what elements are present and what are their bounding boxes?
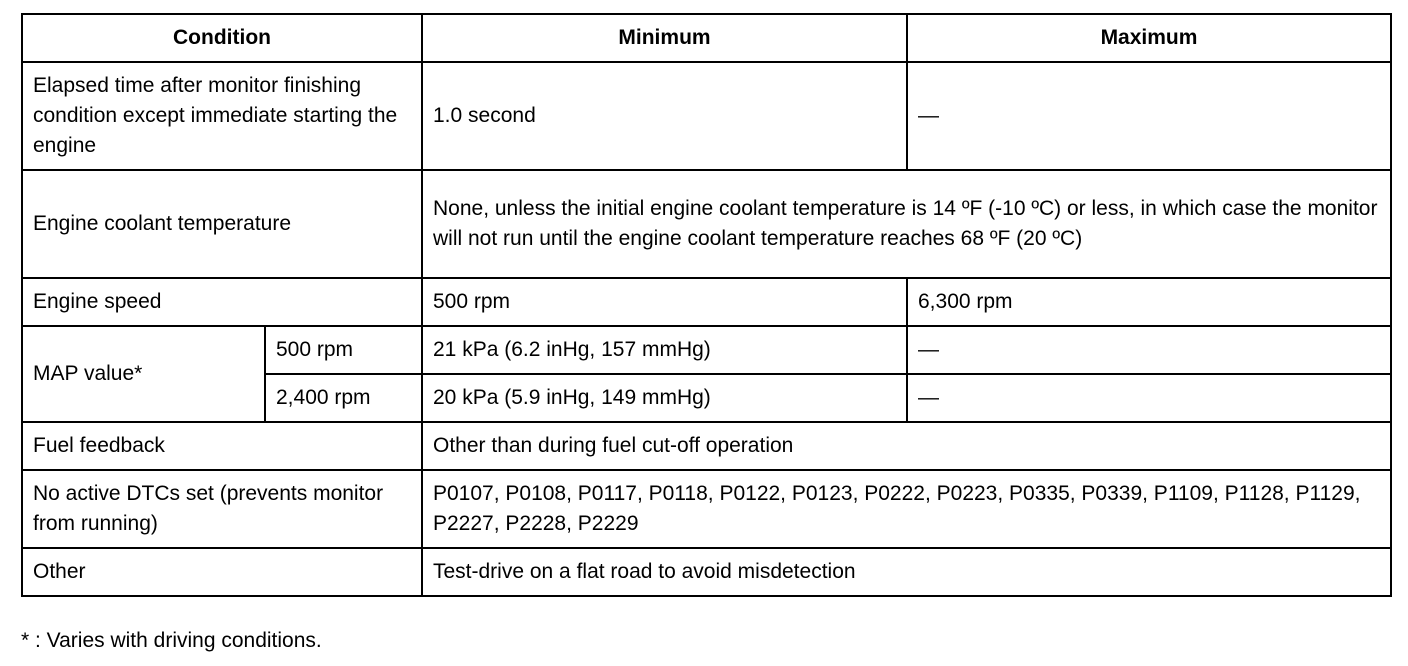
speed-maximum: 6,300 rpm (907, 278, 1391, 326)
map-maximum-500: — (907, 326, 1391, 374)
other-value: Test-drive on a flat road to avoid misdetection (422, 548, 1391, 596)
dtc-condition: No active DTCs set (prevents monitor from running) (22, 470, 422, 548)
table-row (22, 278, 1391, 326)
table-row (22, 170, 1391, 278)
speed-condition: Engine speed (22, 278, 422, 326)
fuel-value: Other than during fuel cut-off operation (422, 422, 1391, 470)
map-maximum-2400: — (907, 374, 1391, 422)
dtc-value: P0107, P0108, P0117, P0118, P0122, P0123, P0222, P0223, P0335, P0339, P1109, P1128, P1129, P2227, P2228, P2229 (422, 470, 1391, 548)
table-row (22, 470, 1391, 548)
elapsed-minimum: 1.0 second (422, 62, 907, 170)
header-minimum: Minimum (422, 14, 907, 62)
map-minimum-2400: 20 kPa (5.9 inHg, 149 mmHg) (422, 374, 907, 422)
map-minimum-500: 21 kPa (6.2 inHg, 157 mmHg) (422, 326, 907, 374)
coolant-condition: Engine coolant temperature (22, 170, 422, 278)
footnote: * : Varies with driving conditions. (21, 629, 322, 652)
elapsed-condition: Elapsed time after monitor finishing condition except immediate starting the engine (22, 62, 422, 170)
table-row (22, 548, 1391, 596)
speed-minimum: 500 rpm (422, 278, 907, 326)
map-rpm-500: 500 rpm (265, 326, 422, 374)
table-row (22, 62, 1391, 170)
header-condition: Condition (22, 14, 422, 62)
elapsed-maximum: — (907, 62, 1391, 170)
header-maximum: Maximum (907, 14, 1391, 62)
map-condition: MAP value* (22, 326, 265, 422)
map-rpm-2400: 2,400 rpm (265, 374, 422, 422)
coolant-value: None, unless the initial engine coolant temperature is 14 ºF (-10 ºC) or less, in which case the monitor will not run until the engine coolant temperature reaches 68 ºF (20 ºC) (422, 170, 1391, 278)
table-row (22, 422, 1391, 470)
fuel-condition: Fuel feedback (22, 422, 422, 470)
monitor-conditions-table (21, 13, 1392, 597)
other-condition: Other (22, 548, 422, 596)
table-row (22, 326, 1391, 374)
header-row (22, 14, 1391, 62)
